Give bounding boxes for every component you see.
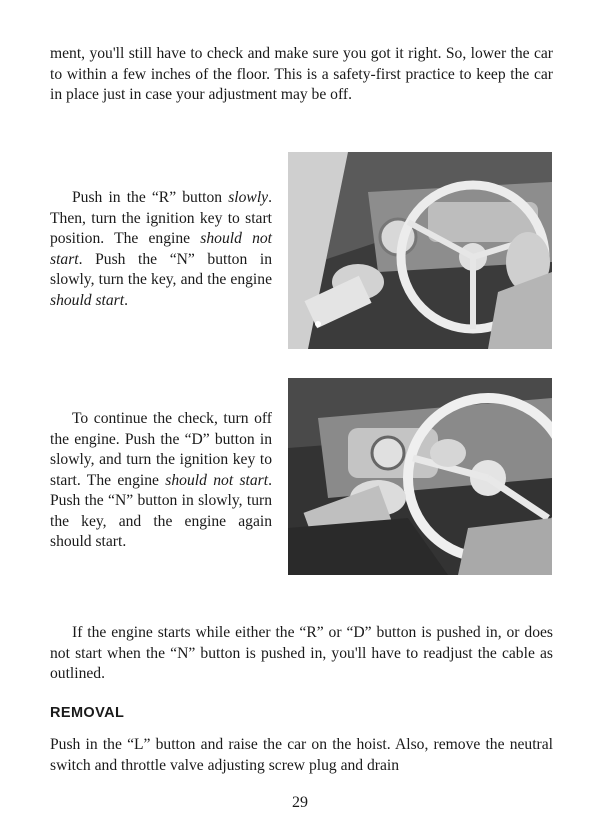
dashboard-photo-r-button [288, 152, 552, 349]
removal-paragraph: Push in the “L” button and raise the car on the hoist. Also, remove the neutral switch and throttle valve adjusting screw plug and drain [50, 736, 553, 774]
text-run: . Push the “N” button in slowly, turn the key, and the engine [50, 250, 272, 288]
text-run: . Then, turn the ignition key to start position. The engine [50, 189, 272, 247]
dashboard-photo-d-button [288, 378, 552, 575]
text-run: To continue the check, turn off the engine. Push the “D” button in slowly, and turn the ignition key to start. The engine [50, 410, 272, 489]
emphasis-run: slowly [228, 189, 269, 206]
emphasis-run: should not start [165, 471, 269, 489]
section-heading-removal: REMOVAL [50, 705, 125, 721]
check-r-button-paragraph [50, 188, 272, 311]
emphasis-run: should not start [50, 230, 272, 268]
text-run: . [124, 291, 128, 309]
readjust-paragraph: If the engine starts while either the “R” or “D” button is pushed in, or does not start when the “N” button is pushed in, you'll have to readjust the cable as outlined. [50, 624, 553, 682]
emphasis-run: should start [50, 291, 125, 309]
continuation-paragraph: ment, you'll still have to check and make sure you got it right. So, lower the car to within a few inches of the floor. This is a safety-first practice to keep the car in place just in case your adjustment may be off. [50, 45, 553, 103]
page-number: 29 [292, 794, 308, 811]
check-d-button-paragraph [50, 409, 272, 553]
text-run: Push in the “R” button [72, 189, 229, 206]
text-run: . Push the “N” button in slowly, turn the key, and the engine again should start. [50, 471, 272, 550]
